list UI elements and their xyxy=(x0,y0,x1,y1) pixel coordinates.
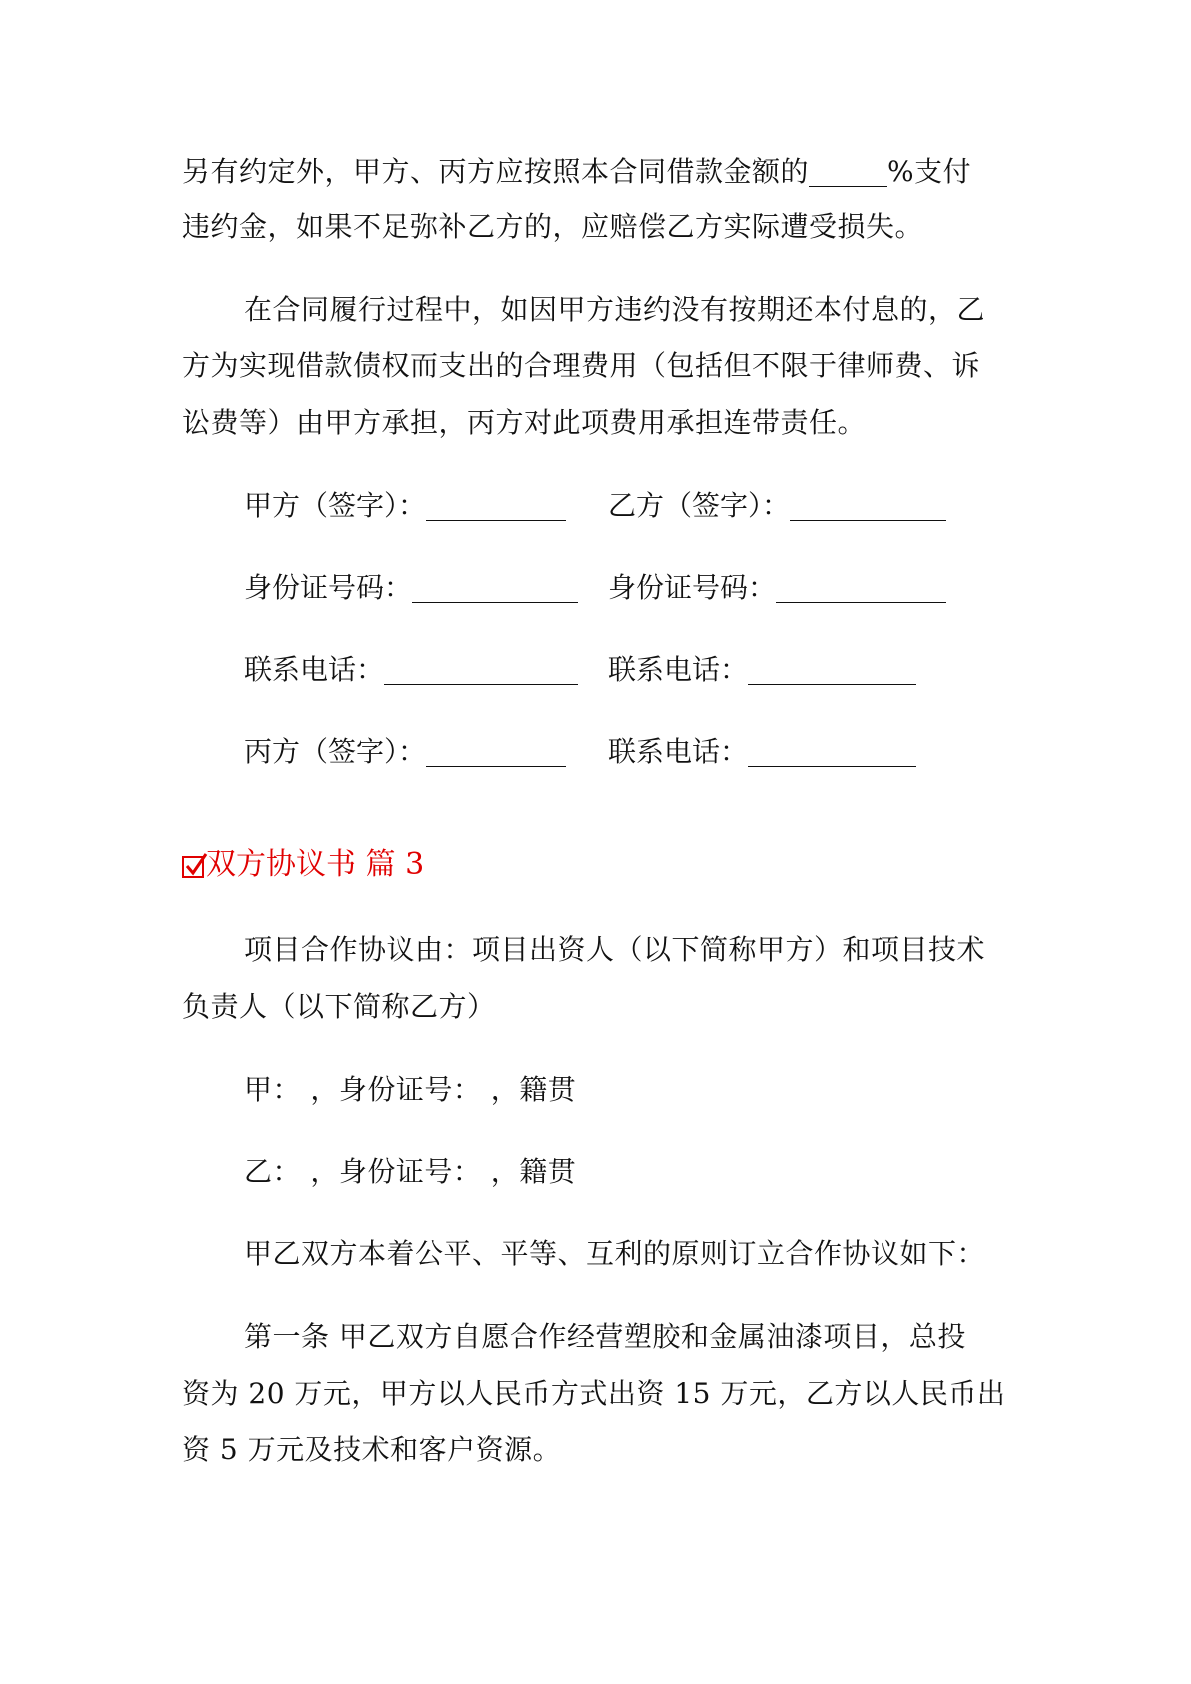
signature-left xyxy=(244,568,578,608)
signature-blank xyxy=(426,738,566,767)
signature-right xyxy=(608,568,946,608)
article1-line1: 第一条 甲乙双方自愿合作经营塑胶和金属油漆项目，总投 xyxy=(244,1320,966,1353)
signature-label: 联系电话： xyxy=(608,653,749,686)
signature-label: 甲方（签字）： xyxy=(244,489,427,522)
signature-blank xyxy=(748,656,916,685)
article1-line3: 资 5 万元及技术和客户资源。 xyxy=(182,1433,562,1466)
signature-blank xyxy=(790,492,946,521)
signature-label: 联系电话： xyxy=(608,735,749,768)
signature-blank xyxy=(412,574,578,603)
signature-label: 丙方（签字）： xyxy=(244,735,427,768)
percent-blank xyxy=(809,158,887,187)
signature-right xyxy=(608,732,916,772)
intro-line2: 负责人（以下简称乙方） xyxy=(182,990,496,1023)
paragraph-costs-line3: 讼费等）由甲方承担，丙方对此项费用承担连带责任。 xyxy=(182,406,867,439)
penalty-text: 另有约定外，甲方、丙方应按照本合同借款金额的 xyxy=(182,155,810,188)
principle-line: 甲乙双方本着公平、平等、互利的原则订立合作协议如下： xyxy=(244,1237,986,1270)
signature-label: 乙方（签字）： xyxy=(608,489,791,522)
party-a-line: 甲： ，身份证号： ，籍贯 xyxy=(244,1073,577,1106)
checkbox-checked-icon xyxy=(182,856,204,878)
signature-right xyxy=(608,650,916,690)
signature-blank xyxy=(426,492,566,521)
section-heading xyxy=(182,842,424,888)
signature-blank xyxy=(384,656,578,685)
signature-left xyxy=(244,486,566,526)
signature-blank xyxy=(748,738,916,767)
signature-left xyxy=(244,650,578,690)
paragraph-penalty-line2: 违约金，如果不足弥补乙方的，应赔偿乙方实际遭受损失。 xyxy=(182,210,924,243)
signature-left xyxy=(244,732,566,772)
party-b-line: 乙： ，身份证号： ，籍贯 xyxy=(244,1155,577,1188)
signature-right xyxy=(608,486,946,526)
paragraph-penalty-line1 xyxy=(182,152,1012,192)
signature-label: 身份证号码： xyxy=(244,571,413,604)
intro-line1: 项目合作协议由：项目出资人（以下简称甲方）和项目技术 xyxy=(244,933,986,966)
heading-title: 双方协议书 篇 3 xyxy=(206,847,425,882)
paragraph-costs-line1: 在合同履行过程中，如因甲方违约没有按期还本付息的，乙 xyxy=(244,293,986,326)
signature-blank xyxy=(776,574,946,603)
signature-label: 联系电话： xyxy=(244,653,385,686)
signature-label: 身份证号码： xyxy=(608,571,777,604)
paragraph-costs-line2: 方为实现借款债权而支出的合理费用（包括但不限于律师费、诉 xyxy=(182,349,981,382)
article1-line2: 资为 20 万元，甲方以人民币方式出资 15 万元，乙方以人民币出 xyxy=(182,1377,1006,1410)
percent-text: %支付 xyxy=(887,155,972,188)
